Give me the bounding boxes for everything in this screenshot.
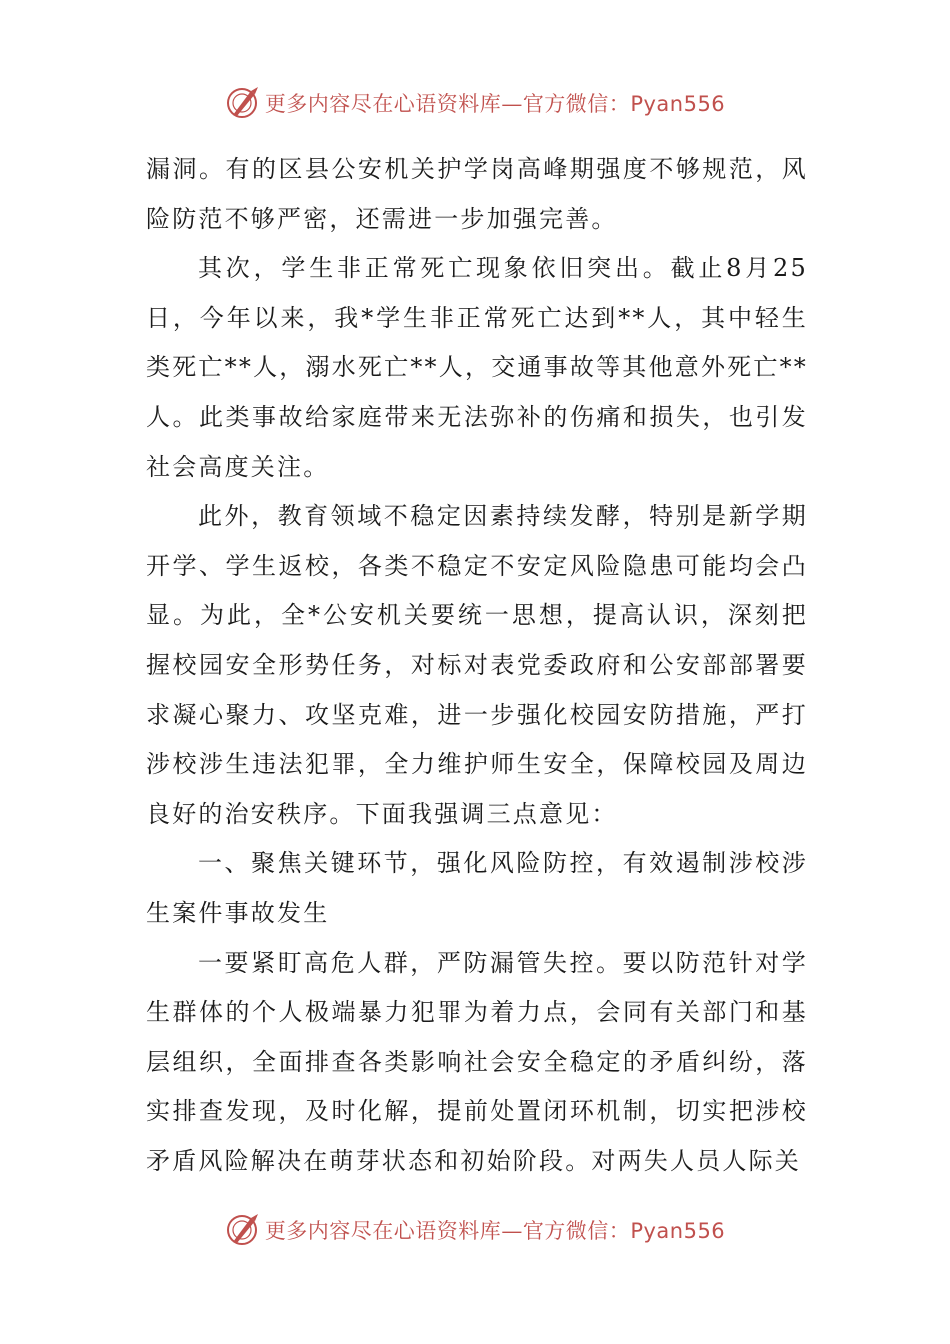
paragraph: 漏洞。有的区县公安机关护学岗高峰期强度不够规范，风险防范不够严密，还需进一步加强完善。 (146, 155, 808, 233)
document-body (146, 145, 808, 1186)
header-watermark (0, 83, 950, 123)
footer-watermark (0, 1210, 950, 1250)
quill-logo-icon (225, 85, 261, 121)
watermark-text: 更多内容尽在心语资料库—官方微信：Pyan556 (264, 1219, 726, 1243)
section-heading: 一、聚焦关键环节，强化风险防控，有效遏制涉校涉生案件事故发生 (146, 849, 808, 927)
watermark-text: 更多内容尽在心语资料库—官方微信：Pyan556 (264, 92, 726, 116)
quill-logo-icon (225, 1212, 261, 1248)
paragraph: 此外，教育领域不稳定因素持续发酵，特别是新学期开学、学生返校，各类不稳定不安定风险隐患可能均会凸显。为此，全*公安机关要统一思想，提高认识，深刻把握校园安全形势任务，对标对表党委政府和公安部部署要求凝心聚力、攻坚克难，进一步强化校园安防措施，严打涉校涉生违法犯罪，全力维护师生安全，保障校园及周边良好的治安秩序。下面我强调三点意见： (146, 502, 808, 828)
paragraph: 一要紧盯高危人群，严防漏管失控。要以防范针对学生群体的个人极端暴力犯罪为着力点，会同有关部门和基层组织，全面排查各类影响社会安全稳定的矛盾纠纷，落实排查发现，及时化解，提前处置闭环机制，切实把涉校矛盾风险解决在萌芽状态和初始阶段。对两失人员人际关 (146, 948, 808, 1175)
paragraph: 其次，学生非正常死亡现象依旧突出。截止8月25日，今年以来，我*学生非正常死亡达到**人，其中轻生类死亡**人，溺水死亡**人，交通事故等其他意外死亡**人。此类事故给家庭带来无法弥补的伤痛和损失，也引发社会高度关注。 (146, 254, 808, 481)
